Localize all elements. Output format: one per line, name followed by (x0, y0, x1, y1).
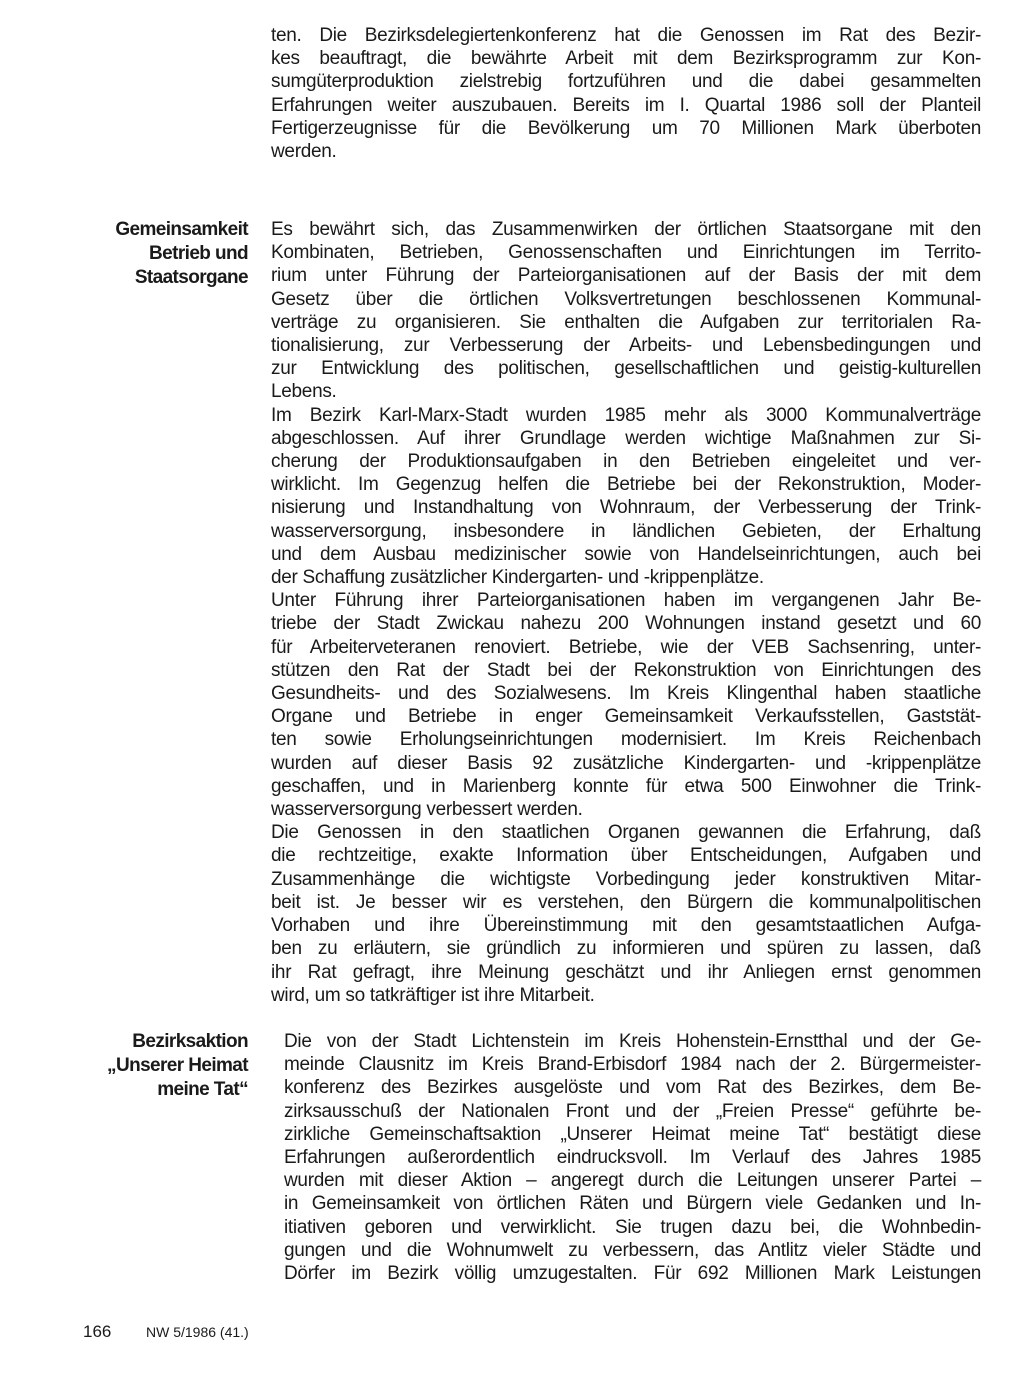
text-line: Im Bezirk Karl-Marx-Stadt wurden 1985 mehr als 3000 Kommunalverträge (271, 404, 981, 426)
text-line: wasserversorgung, insbesondere in ländlichen Gebieten, der Erhaltung (271, 520, 981, 542)
text-line: tionalisierung, zur Verbesserung der Arbeits- und Lebensbedingungen und (271, 335, 981, 357)
text-line: beit ist. Je besser wir es verstehen, den Bürgern die kommunalpolitischen (271, 891, 981, 913)
text-line: triebe der Stadt Zwickau nahezu 200 Wohnungen instand gesetzt und 60 (271, 613, 981, 635)
paragraph (271, 589, 981, 821)
margin-heading-line: Betrieb und (149, 243, 248, 264)
text-line: und dem Ausbau medizinischer sowie von Handelseinrichtungen, auch bei (271, 543, 981, 565)
paragraph (271, 218, 981, 404)
margin-heading-line: „Unserer Heimat (107, 1055, 248, 1076)
text-line: Unter Führung ihrer Parteiorganisationen haben im vergangenen Jahr Be- (271, 590, 981, 612)
text-line: cherung der Produktionsaufgaben in den Betrieben eingeleitet und ver- (271, 451, 981, 473)
text-line: Dörfer im Bezirk völlig umzugestalten. Für 692 Millionen Mark Leistungen (284, 1263, 981, 1285)
text-line: itiativen geboren und verwirklicht. Sie trugen dazu bei, die Wohnbedin- (284, 1216, 981, 1238)
section-body (284, 1030, 981, 1285)
paragraph (271, 821, 981, 1007)
text-line: Fertigerzeugnisse für die Bevölkerung um 70 Millionen Mark überboten (271, 117, 981, 139)
text-line: zur Entwicklung des politischen, gesellschaftlichen und geistig-kulturellen (271, 358, 981, 380)
page-number: 166 (83, 1322, 112, 1341)
text-line: ten. Die Bezirksdelegiertenkonferenz hat die Genossen im Rat des Bezir- (271, 25, 981, 46)
margin-heading-line: meine Tat“ (157, 1079, 248, 1100)
text-line: Gesundheits- und des Sozialwesens. Im Kreis Klingenthal haben staatliche (271, 683, 981, 705)
text-line: Die von der Stadt Lichtenstein im Kreis Hohenstein-Ernstthal und der Ge- (284, 1031, 981, 1052)
text-line: Gesetz über die örtlichen Volksvertretungen beschlossenen Kommunal- (271, 288, 981, 310)
text-line: Organe und Betriebe in enger Gemeinsamkeit Verkaufsstellen, Gaststät- (271, 706, 981, 728)
text-line: Erfahrungen weiter auszubauen. Bereits im I. Quartal 1986 soll der Planteil (271, 94, 981, 116)
text-line: Erfahrungen außerordentlich eindrucksvoll. Im Verlauf des Jahres 1985 (284, 1147, 981, 1169)
text-line: Die Genossen in den staatlichen Organen gewannen die Erfahrung, daß (271, 822, 981, 844)
margin-heading (48, 218, 248, 290)
text-line: ten sowie Erholungseinrichtungen modernisiert. Im Kreis Reichenbach (271, 729, 981, 751)
text-line: der Schaffung zusätzlicher Kindergarten- und -krippenplätze. (271, 567, 764, 589)
text-line: Vorhaben und ihre Übereinstimmung mit den gesamtstaatlichen Aufga- (271, 915, 981, 937)
text-line: geschaffen, und in Marienberg konnte für etwa 500 Einwohner die Trink- (271, 775, 981, 797)
text-line: ben zu erläutern, sie gründlich zu informieren und spüren zu lassen, daß (271, 938, 981, 960)
text-line: gungen und die Wohnumwelt zu verbessern, das Antlitz vieler Städte und (284, 1239, 981, 1261)
text-line: für Arbeiterveteranen renoviert. Betriebe, wie der VEB Sachsenring, unter- (271, 636, 981, 658)
margin-heading (48, 1030, 248, 1102)
margin-heading-line: Gemeinsamkeit (115, 219, 248, 240)
text-line: nisierung und Instandhaltung von Wohnraum, der Verbesserung der Trink- (271, 497, 981, 519)
margin-heading-line: Staatsorgane (134, 267, 248, 288)
text-line: kes beauftragt, die bewährte Arbeit mit dem Bezirksprogramm zur Kon- (271, 48, 981, 70)
text-line: wirklicht. Im Gegenzug helfen die Betriebe bei der Rekonstruktion, Moder- (271, 474, 981, 496)
text-line: sumgüterproduktion zielstrebig fortzuführen und die dabei gesammelten (271, 71, 981, 93)
intro-paragraph (271, 24, 981, 163)
text-line: wasserversorgung verbessert werden. (271, 799, 583, 821)
text-line: ihr Rat gefragt, ihre Meinung geschätzt und ihr Anliegen ernst genommen (271, 961, 981, 983)
text-line: verträge zu organisieren. Sie enthalten die Aufgaben zur territorialen Ra- (271, 311, 981, 333)
text-line: werden. (271, 141, 337, 163)
text-line: zirkliche Gemeinschaftsaktion „Unserer Heimat meine Tat“ bestätigt diese (284, 1123, 981, 1145)
margin-heading-line: Bezirksaktion (132, 1031, 248, 1052)
text-line: Zusammenhänge die wichtigste Vorbedingung jeder konstruktiven Mitar- (271, 868, 981, 890)
paragraph (271, 404, 981, 590)
section-body (271, 218, 981, 1007)
text-line: Es bewährt sich, das Zusammenwirken der örtlichen Staatsorgane mit den (271, 219, 981, 240)
text-line: meinde Clausnitz im Kreis Brand-Erbisdorf 1984 nach der 2. Bürgermeister- (284, 1054, 981, 1076)
text-line: rium unter Führung der Parteiorganisationen auf der Basis der mit dem (271, 265, 981, 287)
text-line: abgeschlossen. Auf ihrer Grundlage werden wichtige Maßnahmen zur Si- (271, 427, 981, 449)
text-line: Kombinaten, Betrieben, Genossenschaften und Einrichtungen im Territo- (271, 242, 981, 264)
text-line: zirksausschuß der Nationalen Front und der „Freien Presse“ geführte be- (284, 1100, 981, 1122)
text-line: wird, um so tatkräftiger ist ihre Mitarbeit. (271, 984, 595, 1006)
text-line: wurden mit dieser Aktion – angeregt durch die Leitungen unserer Partei – (284, 1170, 981, 1192)
text-line: wurden auf dieser Basis 92 zusätzliche Kindergarten- und -krippenplätze (271, 752, 981, 774)
text-line: in Gemeinsamkeit von örtlichen Räten und Bürgern viele Gedanken und In- (284, 1193, 981, 1215)
text-line: Lebens. (271, 381, 337, 403)
text-line: stützen den Rat der Stadt bei der Rekonstruktion von Einrichtungen des (271, 659, 981, 681)
text-line: die rechtzeitige, exakte Information über Entscheidungen, Aufgaben und (271, 845, 981, 867)
text-line: konferenz des Bezirkes ausgelöste und vom Rat des Bezirkes, dem Be- (284, 1077, 981, 1099)
journal-reference: NW 5/1986 (41.) (146, 1324, 249, 1340)
